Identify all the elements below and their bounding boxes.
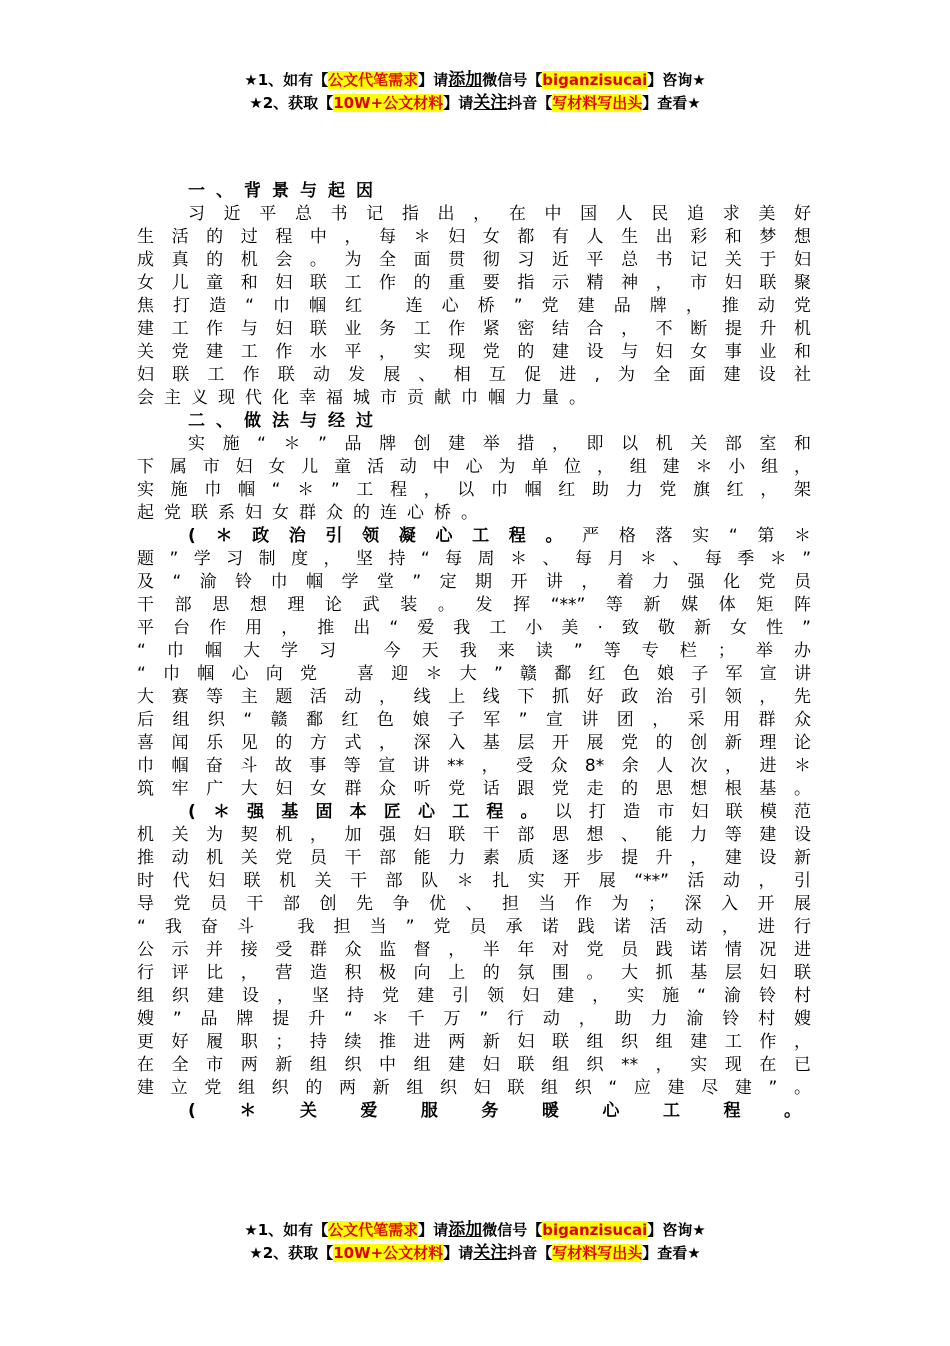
paragraph-line: “我奋斗 我担当”党员承诺践诺活动，进行: [137, 917, 811, 937]
banner-line-1: [0, 1219, 950, 1242]
banner-underline: 添加: [448, 1220, 483, 1240]
banner-highlight: 10W+公文材料: [333, 94, 444, 112]
project-title-1: (＊政治引领凝心工程。: [188, 526, 583, 546]
banner-highlight: 公文代笔需求: [328, 1221, 419, 1239]
paragraph-line: 女儿童和妇联工作的重要指示精神，市妇联聚: [137, 273, 811, 293]
banner-text: ★2、获取【: [249, 94, 334, 112]
paragraph-line: 生活的过程中，每＊妇女都有人生出彩和梦想: [137, 227, 811, 247]
paragraph-line: 妇联工作联动发展、相互促进,为全面建设社: [137, 365, 811, 385]
paragraph-line: 及“渝铃巾帼学堂”定期开讲，着力强化党员: [137, 572, 811, 592]
banner-underline: 添加: [448, 70, 483, 90]
paragraph-line: 建工作与妇联业务工作紧密结合，不断提升机: [137, 319, 811, 339]
paragraph-line: 关党建工作水平，实现党的建设与妇女事业和: [137, 342, 811, 362]
bottom-banner: [0, 1219, 950, 1265]
banner-line-2: [0, 92, 950, 115]
paragraph-line: 干部思想理论武装。发挥“**”等新媒体矩阵: [137, 595, 811, 615]
paragraph-line: 行评比，营造积极向上的氛围。大抓基层妇联: [137, 963, 811, 983]
project-title-2: (＊强基固本匠心工程。: [188, 802, 555, 822]
banner-text: 】请: [418, 1221, 449, 1239]
paragraph-line: 平台作用，推出“爱我工小美·致敬新女性”: [137, 618, 811, 638]
banner-text: ★1、如有【: [244, 1221, 329, 1239]
paragraph-line: 筑牢广大妇女群众听党话跟党走的思想根基。: [137, 779, 811, 799]
banner-text: 微信号【: [482, 71, 543, 89]
paragraph-text: 严格落实“第＊: [582, 526, 811, 546]
banner-text: 】查看★: [642, 94, 701, 112]
banner-text: 】请: [443, 94, 474, 112]
paragraph-line: 实施“＊”品牌创建举措，即以机关部室和: [188, 434, 811, 454]
paragraph-line: 焦打造“巾帼红 连心桥”党建品牌，推动党: [137, 296, 811, 316]
banner-highlight: 公文代笔需求: [328, 71, 419, 89]
paragraph-line: 公示并接受群众监督，半年对党员践诺情况进: [137, 940, 811, 960]
project-title-3: (＊关爱服务暖心工程。: [188, 1101, 811, 1121]
paragraph-line: “巾帼心向党 喜迎＊大”赣鄱红色娘子军宣讲: [137, 664, 811, 684]
paragraph-line: 时代妇联机关干部队＊扎实开展“**”活动，引: [137, 871, 811, 891]
paragraph-line: [137, 801, 811, 824]
banner-text: 】查看★: [642, 1244, 701, 1262]
paragraph-line: 机关为契机，加强妇联干部思想、能力等建设: [137, 825, 811, 845]
paragraph-line: 巾帼奋斗故事等宣讲**，受众8*余人次，进＊: [137, 756, 811, 776]
paragraph-line: “巾帼大学习 今天我来读”等专栏；举办: [137, 641, 811, 661]
paragraph-line: 导党员干部创先争优、担当作为；深入开展: [137, 894, 811, 914]
document-body: [137, 180, 811, 1123]
paragraph-line: 会主义现代化幸福城市贡献巾帼力量。: [137, 388, 596, 408]
banner-underline: 关注: [473, 93, 508, 113]
banner-douyin-account: 写材料写出头: [552, 94, 643, 112]
paragraph-line: 后组织“赣鄱红色娘子军”宣讲团，采用群众: [137, 710, 811, 730]
banner-line-1: [0, 69, 950, 92]
banner-text: 】咨询★: [647, 71, 706, 89]
banner-line-2: [0, 1242, 950, 1265]
banner-text: ★1、如有【: [244, 71, 329, 89]
banner-text: 抖音【: [507, 1244, 553, 1262]
banner-text: 】请: [418, 71, 449, 89]
banner-text: 抖音【: [507, 94, 553, 112]
paragraph-line: [137, 525, 811, 548]
banner-highlight: 10W+公文材料: [333, 1244, 444, 1262]
paragraph-line: 题”学习制度，坚持“每周＊、每月＊、每季＊”: [137, 549, 811, 569]
banner-text: 微信号【: [482, 1221, 543, 1239]
paragraph-line: 起党联系妇女群众的连心桥。: [137, 503, 488, 523]
section-heading-1: 一、背景与起因: [188, 181, 384, 201]
paragraph-line: 更好履职；持续推进两新妇联组织组建工作，: [137, 1032, 811, 1052]
paragraph-line: 下属市妇女儿童活动中心为单位，组建＊小组，: [137, 457, 811, 477]
banner-text: ★2、获取【: [249, 1244, 334, 1262]
top-banner: [0, 69, 950, 115]
paragraph-line: 推动机关党员干部能力素质逐步提升，建设新: [137, 848, 811, 868]
paragraph-line: 建立党组织的两新组织妇联组织“应建尽建”。: [137, 1078, 811, 1098]
banner-wechat-id: biganzisucai: [542, 71, 648, 89]
paragraph-line: 大赛等主题活动，线上线下抓好政治引领，先: [137, 687, 811, 707]
paragraph-line: [137, 1100, 811, 1123]
paragraph-text: 以打造市妇联模范: [554, 802, 812, 822]
paragraph-line: 在全市两新组织中组建妇联组织**，实现在已: [137, 1055, 811, 1075]
paragraph-line: 习近平总书记指出，在中国人民追求美好: [188, 204, 811, 224]
section-heading-2: 二、做法与经过: [188, 411, 384, 431]
banner-underline: 关注: [473, 1243, 508, 1263]
banner-douyin-account: 写材料写出头: [552, 1244, 643, 1262]
banner-wechat-id: biganzisucai: [542, 1221, 648, 1239]
paragraph-line: 实施巾帼“＊”工程，以巾帼红助力党旗红，架: [137, 480, 811, 500]
paragraph-line: 嫂”品牌提升“＊千万”行动，助力渝铃村嫂: [137, 1009, 811, 1029]
paragraph-line: 喜闻乐见的方式，深入基层开展党的创新理论: [137, 733, 811, 753]
banner-text: 】咨询★: [647, 1221, 706, 1239]
banner-text: 】请: [443, 1244, 474, 1262]
paragraph-line: 成真的机会。为全面贯彻习近平总书记关于妇: [137, 250, 811, 270]
paragraph-line: 组织建设，坚持党建引领妇建，实施“渝铃村: [137, 986, 811, 1006]
